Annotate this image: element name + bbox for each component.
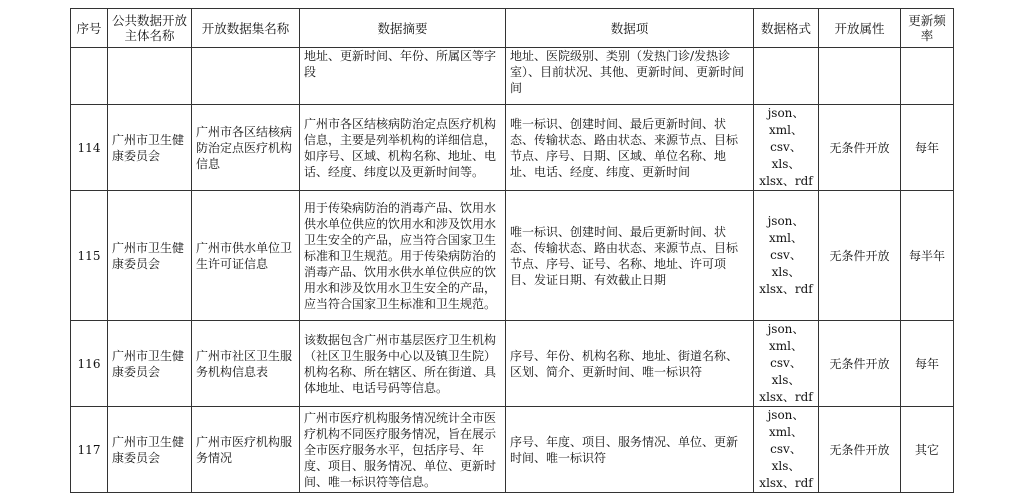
- cell-dataset: 广州市医疗机构服务情况: [192, 407, 300, 493]
- cell-summary: 该数据包含广州市基层医疗卫生机构（社区卫生服务中心以及镇卫生院）机构名称、所在辖区、所在街道、具体地址、电话号码等信息。: [300, 321, 506, 407]
- table-row: [71, 407, 954, 493]
- cell-owner: 广州市卫生健康委员会: [108, 321, 192, 407]
- cell-no: 116: [71, 321, 108, 407]
- table-row: [71, 191, 954, 321]
- cell-summary: 广州市各区结核病防治定点医疗机构信息，主要是列举机构的详细信息，如序号、区域、机构名称、地址、电话、经度、纬度以及更新时间等。: [300, 105, 506, 191]
- cell-format: [754, 48, 819, 105]
- header-frequency: 更新频率: [901, 9, 954, 48]
- header-no: 序号: [71, 9, 108, 48]
- cell-access: 无条件开放: [819, 407, 901, 493]
- cell-frequency: 其它: [901, 407, 954, 493]
- cell-access: 无条件开放: [819, 105, 901, 191]
- cell-summary: 广州市医疗机构服务情况统计全市医疗机构不同医疗服务情况，旨在展示全市医疗服务水平，包括序号、年度、项目、服务情况、单位、更新时间、唯一标识符等信息。: [300, 407, 506, 493]
- cell-owner: 广州市卫生健康委员会: [108, 407, 192, 493]
- cell-format: json、xml、csv、xls、xlsx、rdf: [754, 105, 819, 191]
- dataset-catalog-table: [70, 8, 954, 493]
- cell-frequency: 每年: [901, 321, 954, 407]
- header-owner: 公共数据开放主体名称: [108, 9, 192, 48]
- cell-access: [819, 48, 901, 105]
- header-summary: 数据摘要: [300, 9, 506, 48]
- cell-no: [71, 48, 108, 105]
- cell-items: 序号、年份、机构名称、地址、街道名称、区划、简介、更新时间、唯一标识符: [506, 321, 754, 407]
- table-row-continuation: [71, 48, 954, 105]
- cell-format: json、xml、csv、xls、xlsx、rdf: [754, 407, 819, 493]
- cell-no: 117: [71, 407, 108, 493]
- cell-format: json、xml、csv、xls、xlsx、rdf: [754, 321, 819, 407]
- cell-dataset: 广州市社区卫生服务机构信息表: [192, 321, 300, 407]
- cell-access: 无条件开放: [819, 191, 901, 321]
- header-row: [71, 9, 954, 48]
- cell-summary: 用于传染病防治的消毒产品、饮用水供水单位供应的饮用水和涉及饮用水卫生安全的产品，应当符合国家卫生标准和卫生规范。用于传染病防治的消毒产品、饮用水供水单位供应的饮用水和涉及饮用水卫生安全的产品，应当符合国家卫生标准和卫生规范。: [300, 191, 506, 321]
- header-format: 数据格式: [754, 9, 819, 48]
- cell-format: json、xml、csv、xls、xlsx、rdf: [754, 191, 819, 321]
- cell-access: 无条件开放: [819, 321, 901, 407]
- cell-dataset: 广州市供水单位卫生许可证信息: [192, 191, 300, 321]
- cell-frequency: 每半年: [901, 191, 954, 321]
- cell-items: 唯一标识、创建时间、最后更新时间、状态、传输状态、路由状态、来源节点、目标节点、序号、证号、名称、地址、许可项目、发证日期、有效截止日期: [506, 191, 754, 321]
- cell-dataset: 广州市各区结核病防治定点医疗机构信息: [192, 105, 300, 191]
- cell-frequency: [901, 48, 954, 105]
- dataset-catalog-table-wrapper: [70, 8, 954, 493]
- cell-owner: 广州市卫生健康委员会: [108, 105, 192, 191]
- header-items: 数据项: [506, 9, 754, 48]
- cell-items: 序号、年度、项目、服务情况、单位、更新时间、唯一标识符: [506, 407, 754, 493]
- header-access: 开放属性: [819, 9, 901, 48]
- table-row: [71, 105, 954, 191]
- cell-no: 115: [71, 191, 108, 321]
- cell-owner: 广州市卫生健康委员会: [108, 191, 192, 321]
- cell-frequency: 每年: [901, 105, 954, 191]
- table-row: [71, 321, 954, 407]
- cell-no: 114: [71, 105, 108, 191]
- cell-items: 唯一标识、创建时间、最后更新时间、状态、传输状态、路由状态、来源节点、目标节点、序号、日期、区域、单位名称、地址、电话、经度、纬度、更新时间: [506, 105, 754, 191]
- cell-items: 地址、医院级别、类别（发热门诊/发热诊室）、目前状况、其他、更新时间、更新时间间: [506, 48, 754, 105]
- header-dataset: 开放数据集名称: [192, 9, 300, 48]
- cell-summary: 地址、更新时间、年份、所属区等字段: [300, 48, 506, 105]
- cell-owner: [108, 48, 192, 105]
- cell-dataset: [192, 48, 300, 105]
